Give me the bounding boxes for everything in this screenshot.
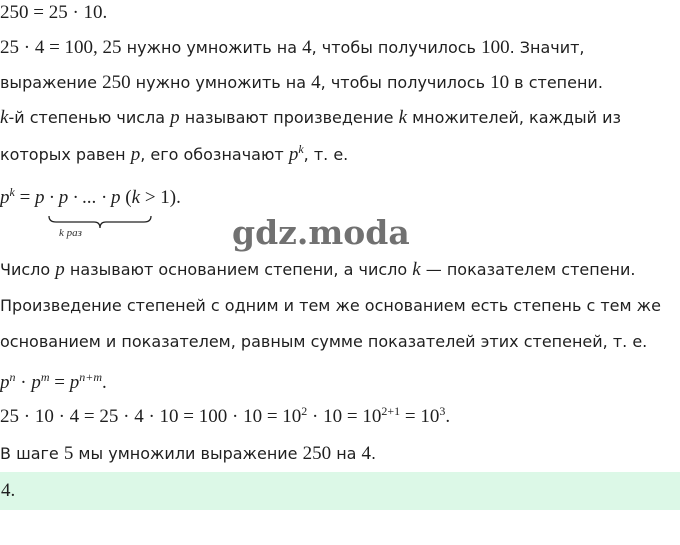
math-var: k <box>412 259 421 280</box>
text: называют произведение <box>179 108 399 127</box>
text: , т. е. <box>303 145 349 164</box>
text: нужно умножить на <box>130 73 312 92</box>
text: В шаге <box>0 444 64 463</box>
math-op: = <box>49 372 70 393</box>
math-var: p <box>69 372 80 393</box>
text-line-5 <box>0 144 348 166</box>
text: . <box>371 444 377 463</box>
text-line-12 <box>0 443 376 465</box>
math-var: p <box>31 372 41 393</box>
math-var: k <box>398 107 407 128</box>
math-var: p <box>0 187 10 208</box>
math-exponent: 2 <box>301 404 308 418</box>
math-op: . <box>101 372 107 393</box>
text: которых равен <box>0 145 131 164</box>
math-expr: = 10 <box>400 406 440 427</box>
text: основанием и показателем, равным сумме показателей этих степеней, т. е. <box>0 332 648 351</box>
math-var: p <box>0 372 10 393</box>
math-exponent: n+m <box>79 370 102 384</box>
math-exponent: k <box>9 185 15 199</box>
text-line-4 <box>0 107 621 129</box>
math-expr: · 10 = 10 <box>307 406 382 427</box>
answer-box <box>0 472 680 510</box>
math-exponent: n <box>9 370 16 384</box>
watermark-logo: gdz.moda <box>232 213 410 252</box>
math-num: 100 <box>481 37 510 58</box>
text: множителей, каждый из <box>407 108 621 127</box>
text: в степени. <box>509 73 603 92</box>
text: , его обозначают <box>140 145 289 164</box>
math-op: ( <box>120 187 132 208</box>
text: — показателем степени. <box>420 260 636 279</box>
text-line-8 <box>0 296 661 315</box>
text: -й степенью числа <box>8 108 171 127</box>
math-expr: 25 · 10 · 4 = 25 · 4 · 10 = 100 · 10 = 10 <box>0 406 302 427</box>
math-num: 250 <box>102 72 131 93</box>
math-exponent: k <box>298 142 304 156</box>
text: нужно умножить на <box>121 38 303 57</box>
text: . Значит, <box>509 38 585 57</box>
math-product: p · p · ... · p <box>35 187 121 208</box>
math-var: k <box>0 107 9 128</box>
math-num: 5 <box>63 443 74 464</box>
text-line-7 <box>0 259 635 281</box>
text-line-9 <box>0 332 647 351</box>
math-var: p <box>170 107 180 128</box>
text: , чтобы получилось <box>311 38 482 57</box>
math-num: 10 <box>490 72 510 93</box>
math-var: p <box>55 259 65 280</box>
math-num: 4 <box>311 72 321 93</box>
text-line-2 <box>0 37 585 59</box>
math-op: . <box>445 406 451 427</box>
equation-text: 250 = 25 · 10. <box>0 2 108 23</box>
math-num: 4 <box>302 37 312 58</box>
formula-power-product <box>0 372 107 394</box>
math-num: 250 <box>302 443 332 464</box>
math-exponent: 3 <box>439 404 446 418</box>
text: Число <box>0 260 56 279</box>
math-num: 4 <box>361 443 372 464</box>
formula-power-definition <box>0 187 181 209</box>
text: Произведение степеней с одним и тем же основанием есть степень с тем же <box>0 296 661 315</box>
text-line-3 <box>0 72 603 94</box>
math-exponent: 2+1 <box>381 404 401 418</box>
math-exponent: m <box>40 370 50 384</box>
math-op: = <box>14 187 36 208</box>
brace-label: k раз <box>59 227 82 239</box>
math-op: · <box>15 372 32 393</box>
math-op: > 1). <box>140 187 181 208</box>
equation-line-1 <box>0 2 107 24</box>
calculation-line <box>0 406 450 428</box>
text: , чтобы получилось <box>320 73 491 92</box>
math-var: k <box>131 187 141 208</box>
math-var: p <box>288 144 299 165</box>
text: на <box>331 444 362 463</box>
text: мы умножили выражение <box>73 444 303 463</box>
math-var: p <box>130 144 141 165</box>
math-expr: 25 · 4 = 100, 25 <box>0 37 122 58</box>
answer-value: 4. <box>1 480 16 501</box>
text: называют основанием степени, а число <box>64 260 413 279</box>
text: выражение <box>0 73 103 92</box>
